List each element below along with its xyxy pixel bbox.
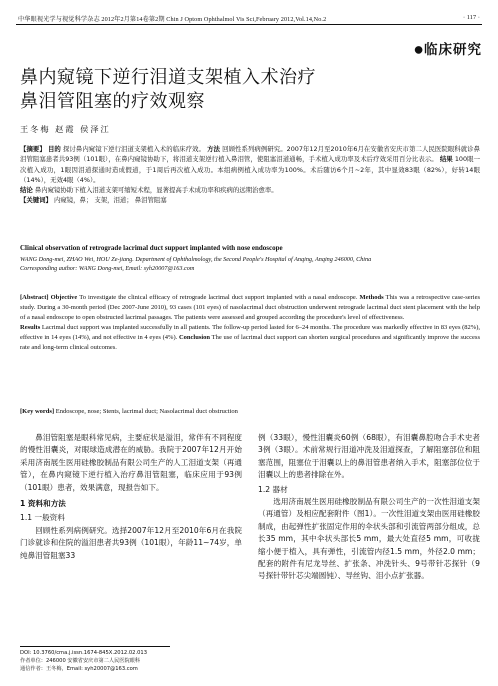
- english-authors: [20, 256, 480, 273]
- title-line-1: 鼻内窥镜下逆行泪道支架植入术治疗: [20, 67, 316, 88]
- result-text: 100眼一次植入成功，1眼因泪道探通时造成假道，于1周后再次植入成功。本组病例植入成功率为100%。术后随访6个月~2年，其中显效83眼（82%），好转14眼（14%），无效4眼（4%）。: [20, 155, 480, 184]
- en-objective-text: To investigate the clinical efficacy of retrograde lacrimal duct support implanted with a nasal endoscope.: [79, 294, 358, 301]
- column-label-text: 临床研究: [424, 42, 482, 58]
- footnote-correspondence: 通信作者：王冬梅，Email: syh20007@163.com: [20, 666, 138, 672]
- footnote-doi: DOI: 10.3760/cma.j.issn.1674-845X.2012.02.013: [20, 650, 147, 656]
- en-methods-text: This was a retrospective case-series study. During a 30-month period (Dec 2007-June 2010), 93 cases (101 eyes) of nasolacrimal duct obstruction underwent retrograde lacrimal duct stent placement with the help of a nasal endoscope to open obstructed lacrimal passages. The patients were assessed and grouped according the procedure's level of effectiveness.: [20, 294, 481, 322]
- en-conclusion-label: Conclusion: [178, 334, 211, 342]
- running-head: [18, 14, 480, 23]
- footnote-rule: [20, 646, 170, 647]
- en-abstract-label: [Abstract]: [20, 294, 49, 301]
- english-correspondence: Corresponding author: WANG Dong-mei, Email: syh20007@163.com: [20, 264, 195, 272]
- section-heading-1: 1 资料和方法: [20, 499, 66, 509]
- keywords-label: 【关键词】: [20, 196, 52, 205]
- article-title: [20, 66, 480, 114]
- paragraph-1-1-continued: 例（33眼），慢性泪囊炎60例（68眼），有泪囊鼻腔吻合手术史者3例（3眼）。术前常规行泪道冲洗及泪道探查，了解阻塞部位和阻塞范围，阻塞位于泪囊以上的鼻泪管患者纳入手术，阻塞部位位于泪囊以上的患者排除在外。: [258, 433, 480, 480]
- en-results-label: Results: [20, 324, 41, 332]
- footnote-affiliation: 作者单位：246000 安徽省安庆市第二人民医院眼科: [20, 658, 141, 664]
- conclusion-label: 结论: [20, 186, 33, 195]
- english-keywords: [20, 408, 480, 415]
- english-title: Clinical observation of retrograde lacrimal duct support implanted with nose endoscope: [20, 244, 283, 252]
- en-objective-label: Objective: [50, 294, 78, 301]
- method-text: 回顾性系列病例研究。2007年12月至2010年6月在安徽省安庆市第二人民医院眼科就诊鼻泪管阻塞患者共93例（101眼），在鼻内窥镜协助下，将泪道支架逆行植入鼻泪管，使阻塞泪道通畅，手术植入成功率及术后疗效采用百分比表示。: [20, 145, 481, 164]
- subsection-heading-1-2: 1.2 器材: [258, 484, 288, 494]
- method-label: 方法: [207, 145, 220, 153]
- body-column-left: [20, 432, 242, 562]
- result-label: 结果: [439, 155, 453, 164]
- intro-paragraph: 鼻泪管阻塞是眼科常见病，主要症状是溢泪，常伴有不同程度的慢性泪囊炎，对眼球造成潜在的威胁。我院于2007年12月开始采用济南展生医用硅橡胶制品有限公司生产的人工泪道支架（再通管），在鼻内窥镜下逆行植入治疗鼻泪管阻塞，临床应用于93例（101眼）患者，效果满意，现报告如下。: [20, 433, 242, 492]
- english-author-list: WANG Dong-mei, ZHAO Wei, HOU Ze-jiang. Department of Ophthalmology, the Second People's Hospital of Anqing, Anqing 246000, China: [20, 256, 372, 263]
- paragraph-1-2: 选用济南展生医用硅橡胶制品有限公司生产的一次性泪道支架（再通管）及相应配套附件（图1）。一次性泪道支架由医用硅橡胶制成，由起弹性扩张固定作用的伞状头部和引流管两部分组成，总长35 mm，其中伞状头部长5 mm，最大处直径5 mm，可收拢缩小便于植入，具有弹性，引流管内径1.5 mm，外径2.0 mm；配套的附件有尼龙导丝、扩张条、冲洗针头、9号带针芯探针（9号探针带针芯尖端圆钝）、导丝钩、泪小点扩张器。: [258, 497, 480, 581]
- en-conclusion-text: The use of lacrimal duct support can shorten surgical procedures and significantly improve the success rate and long-term clinical outcomes.: [20, 334, 480, 352]
- objective-text: 探讨鼻内窥镜下逆行泪道支架植入术的临床疗效。: [62, 145, 205, 153]
- bullet-icon: ●: [414, 44, 424, 56]
- journal-citation: 中华眼视光学与视觉科学杂志 2012年2月第14卷第2期 Chin J Optom Ophthalmol Vis Sci,February 2012,Vol.14,No.2: [18, 16, 327, 23]
- column-label: [414, 38, 482, 58]
- en-keywords-label: [Key words]: [20, 408, 55, 415]
- body-column-right: [258, 432, 480, 583]
- en-keywords-text: Endoscope, nose; Stents, lacrimal duct; Nasolacrimal duct obstruction: [55, 408, 238, 415]
- paragraph-1-1: 回顾性系列病例研究。选择2007年12月至2010年6月在我院门诊就诊和住院的溢泪患者共93例（101眼），年龄11~74岁，单纯鼻泪管阻塞33: [20, 525, 242, 560]
- header-rule: [16, 24, 482, 25]
- abstract-english: [20, 293, 480, 354]
- abstract-chinese: [20, 144, 480, 206]
- conclusion-text: 鼻内窥镜协助下植入泪道支架可缩短术程，显著提高手术成功率和疾病的远期治愈率。: [34, 186, 278, 195]
- abstract-label: 【摘要】: [20, 145, 46, 153]
- footnote: [20, 649, 242, 673]
- authors: 王冬梅 赵霞 侯泽江: [20, 124, 111, 134]
- page-number: · 117 ·: [463, 14, 480, 21]
- en-results-text: Lacrimal duct support was implanted successfully in all patients. The follow-up period lasted for 6–24 months. The procedure was markedly effective in 83 eyes (82%), effective in 14 eyes (14%), and not effective in 4 eyes (4%).: [20, 324, 480, 342]
- subsection-heading-1-1: 1.1 一般资料: [20, 513, 65, 523]
- objective-label: 目的: [47, 145, 61, 153]
- en-methods-label: Methods: [359, 294, 384, 301]
- title-line-2: 鼻泪管阻塞的疗效观察: [20, 91, 205, 112]
- keywords-text: 内窥镜，鼻； 支架，泪道； 鼻泪管阻塞: [54, 196, 167, 205]
